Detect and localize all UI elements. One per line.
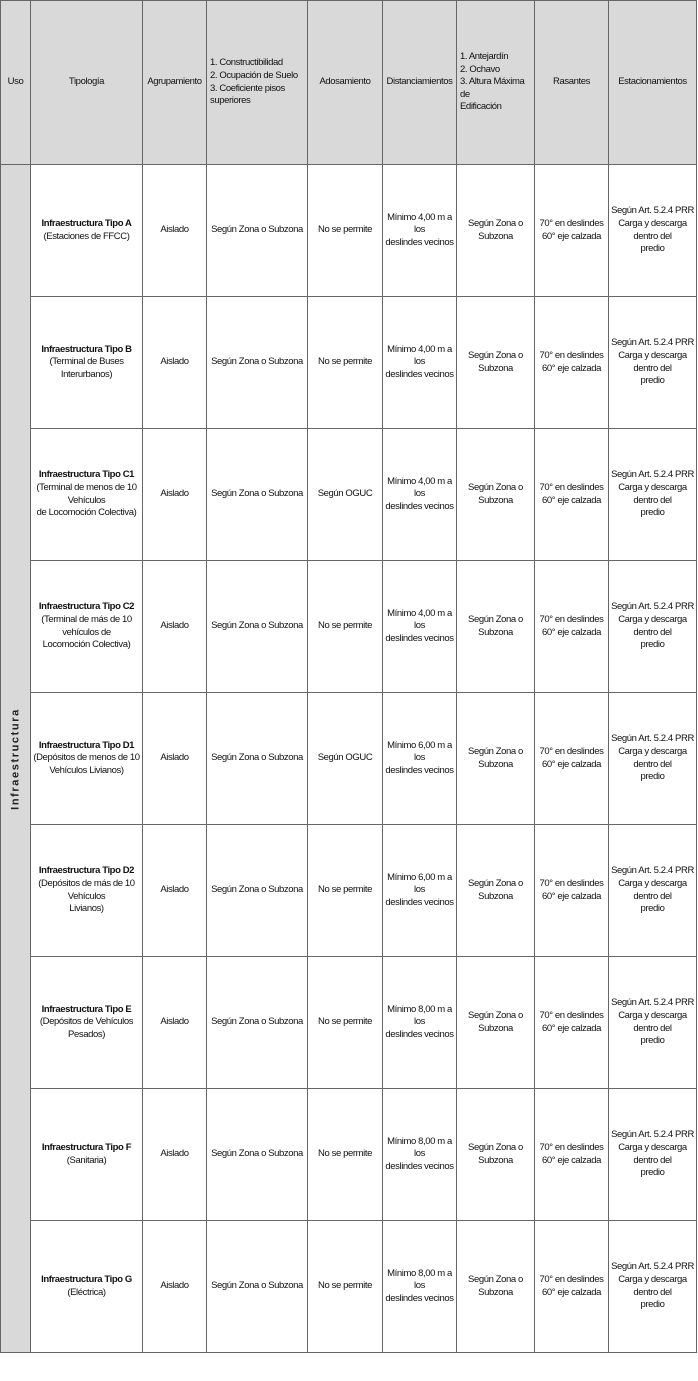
tipologia-cell <box>31 825 143 957</box>
tipologia-cell <box>31 561 143 693</box>
agrupamiento-cell: Aislado <box>143 297 207 429</box>
table-row <box>1 561 697 693</box>
adosamiento-cell: No se permite <box>308 1089 383 1221</box>
estacionamientos-line: Según Art. 5.2.4 PRR <box>611 205 694 217</box>
antejardin-cell: Según Zona o Subzona <box>457 825 535 957</box>
header-agrupamiento: Agrupamiento <box>143 1 207 165</box>
adosamiento-cell: No se permite <box>308 1221 383 1353</box>
estacionamientos-line: predio <box>640 1035 665 1047</box>
antejardin-cell: Según Zona o Subzona <box>457 957 535 1089</box>
distanciamientos-line: deslindes vecinos <box>385 1028 454 1040</box>
header-rasantes: Rasantes <box>535 1 609 165</box>
distanciamientos-line: Mínimo 8,00 m a los <box>387 1267 452 1292</box>
distanciamientos-line: Mínimo 4,00 m a los <box>387 343 452 368</box>
constructibilidad-cell: Según Zona o Subzona <box>207 957 308 1089</box>
estacionamientos-line: Carga y descarga dentro del <box>618 1009 687 1034</box>
distanciamientos-line: deslindes vecinos <box>385 1292 454 1304</box>
rasantes-cell <box>535 561 609 693</box>
rasantes-cell <box>535 957 609 1089</box>
estacionamientos-line: Según Art. 5.2.4 PRR <box>611 1129 694 1141</box>
antejardin-cell: Según Zona o Subzona <box>457 561 535 693</box>
distanciamientos-line: deslindes vecinos <box>385 764 454 776</box>
uso-label: Infraestructura <box>9 707 22 810</box>
estacionamientos-cell <box>609 165 697 297</box>
rasantes-cell <box>535 297 609 429</box>
tipologia-name: Infraestructura Tipo C2 <box>38 601 135 613</box>
estacionamientos-line: Según Art. 5.2.4 PRR <box>611 733 694 745</box>
constructibilidad-cell: Según Zona o Subzona <box>207 825 308 957</box>
distanciamientos-line: Mínimo 4,00 m a los <box>387 475 452 500</box>
estacionamientos-cell <box>609 561 697 693</box>
rasantes-line: 70° en deslindes <box>539 481 604 493</box>
header-constructibilidad-line: 1. Constructibilidad <box>210 57 283 69</box>
tipologia-desc: de Locomoción Colectiva) <box>36 507 137 519</box>
distanciamientos-cell <box>383 693 457 825</box>
header-constructibilidad <box>207 1 308 165</box>
distanciamientos-cell <box>383 561 457 693</box>
header-row <box>1 1 697 165</box>
rasantes-line: 60° eje calzada <box>541 626 602 638</box>
estacionamientos-line: predio <box>640 243 665 255</box>
estacionamientos-line: Según Art. 5.2.4 PRR <box>611 337 694 349</box>
tipologia-name: Infraestructura Tipo D2 <box>38 865 135 877</box>
header-adosamiento: Adosamiento <box>308 1 383 165</box>
tipologia-desc: Locomoción Colectiva) <box>42 639 131 651</box>
distanciamientos-cell <box>383 165 457 297</box>
estacionamientos-line: predio <box>640 1299 665 1311</box>
tipologia-desc: Livianos) <box>69 903 104 915</box>
agrupamiento-cell: Aislado <box>143 561 207 693</box>
estacionamientos-line: Carga y descarga dentro del <box>618 481 687 506</box>
estacionamientos-line: Según Art. 5.2.4 PRR <box>611 601 694 613</box>
adosamiento-cell: No se permite <box>308 957 383 1089</box>
tipologia-name: Infraestructura Tipo F <box>41 1141 132 1153</box>
tipologia-desc: (Estaciones de FFCC) <box>43 230 130 242</box>
adosamiento-cell: Según OGUC <box>308 693 383 825</box>
tipologia-desc: (Terminal de menos de 10 Vehículos <box>36 481 137 506</box>
distanciamientos-cell <box>383 1089 457 1221</box>
antejardin-cell: Según Zona o Subzona <box>457 429 535 561</box>
table-row <box>1 825 697 957</box>
constructibilidad-cell: Según Zona o Subzona <box>207 165 308 297</box>
tipologia-desc: (Depósitos de más de 10 Vehículos <box>38 877 135 902</box>
table-row <box>1 957 697 1089</box>
rasantes-line: 60° eje calzada <box>541 494 602 506</box>
adosamiento-cell: No se permite <box>308 297 383 429</box>
tipologia-desc: Vehículos Livianos) <box>49 764 124 776</box>
tipologia-name: Infraestructura Tipo E <box>41 1003 132 1015</box>
tipologia-desc: (Depósitos de menos de 10 <box>33 752 140 764</box>
agrupamiento-cell: Aislado <box>143 1221 207 1353</box>
rasantes-line: 60° eje calzada <box>541 230 602 242</box>
rasantes-cell <box>535 1089 609 1221</box>
rasantes-line: 70° en deslindes <box>539 1273 604 1285</box>
table-row <box>1 165 697 297</box>
header-constructibilidad-line: superiores <box>210 95 251 107</box>
estacionamientos-line: predio <box>640 903 665 915</box>
rasantes-line: 60° eje calzada <box>541 1022 602 1034</box>
tipologia-cell <box>31 1221 143 1353</box>
estacionamientos-cell <box>609 429 697 561</box>
tipologia-cell <box>31 1089 143 1221</box>
tipologia-name: Infraestructura Tipo B <box>41 343 132 355</box>
estacionamientos-line: Según Art. 5.2.4 PRR <box>611 469 694 481</box>
distanciamientos-line: Mínimo 4,00 m a los <box>387 211 452 236</box>
rasantes-line: 60° eje calzada <box>541 1286 602 1298</box>
constructibilidad-cell: Según Zona o Subzona <box>207 429 308 561</box>
estacionamientos-line: Carga y descarga dentro del <box>618 877 687 902</box>
table-row <box>1 297 697 429</box>
header-distanciamientos: Distanciamientos <box>383 1 457 165</box>
estacionamientos-line: predio <box>640 507 665 519</box>
tipologia-name: Infraestructura Tipo A <box>41 217 132 229</box>
antejardin-cell: Según Zona o Subzona <box>457 297 535 429</box>
estacionamientos-line: Según Art. 5.2.4 PRR <box>611 1261 694 1273</box>
tipologia-desc: (Depósitos de Vehículos Pesados) <box>39 1016 134 1040</box>
distanciamientos-line: Mínimo 8,00 m a los <box>387 1003 452 1028</box>
rasantes-line: 60° eje calzada <box>541 890 602 902</box>
rasantes-line: 70° en deslindes <box>539 217 604 229</box>
constructibilidad-cell: Según Zona o Subzona <box>207 297 308 429</box>
tipologia-name: Infraestructura Tipo D1 <box>38 739 135 751</box>
tipologia-desc: (Terminal de Buses Interurbanos) <box>49 356 124 380</box>
agrupamiento-cell: Aislado <box>143 1089 207 1221</box>
rasantes-cell <box>535 1221 609 1353</box>
distanciamientos-line: Mínimo 4,00 m a los <box>387 607 452 632</box>
rasantes-line: 60° eje calzada <box>541 362 602 374</box>
adosamiento-cell: No se permite <box>308 561 383 693</box>
distanciamientos-cell <box>383 297 457 429</box>
tipologia-cell <box>31 165 143 297</box>
header-antejardin-line: 3. Altura Máxima de <box>460 76 525 100</box>
estacionamientos-line: Carga y descarga dentro del <box>618 349 687 374</box>
antejardin-cell: Según Zona o Subzona <box>457 165 535 297</box>
distanciamientos-line: Mínimo 6,00 m a los <box>387 739 452 764</box>
header-uso: Uso <box>1 1 31 165</box>
constructibilidad-cell: Según Zona o Subzona <box>207 1221 308 1353</box>
rasantes-line: 70° en deslindes <box>539 613 604 625</box>
distanciamientos-line: deslindes vecinos <box>385 500 454 512</box>
estacionamientos-line: Carga y descarga dentro del <box>618 745 687 770</box>
estacionamientos-cell <box>609 825 697 957</box>
estacionamientos-cell <box>609 1089 697 1221</box>
rasantes-cell <box>535 825 609 957</box>
rasantes-line: 70° en deslindes <box>539 877 604 889</box>
tipologia-desc: (Eléctrica) <box>67 1286 106 1298</box>
tipologia-cell <box>31 693 143 825</box>
agrupamiento-cell: Aislado <box>143 429 207 561</box>
estacionamientos-line: predio <box>640 771 665 783</box>
estacionamientos-line: predio <box>640 639 665 651</box>
rasantes-line: 70° en deslindes <box>539 349 604 361</box>
estacionamientos-cell <box>609 957 697 1089</box>
header-tipologia: Tipología <box>31 1 143 165</box>
header-antejardin-line: 1. Antejardín <box>460 51 509 63</box>
estacionamientos-cell <box>609 693 697 825</box>
tipologia-cell <box>31 297 143 429</box>
rasantes-line: 60° eje calzada <box>541 758 602 770</box>
antejardin-cell: Según Zona o Subzona <box>457 1221 535 1353</box>
distanciamientos-line: Mínimo 6,00 m a los <box>387 871 452 896</box>
table-row <box>1 1221 697 1353</box>
table-row <box>1 1089 697 1221</box>
estacionamientos-line: predio <box>640 375 665 387</box>
rasantes-cell <box>535 429 609 561</box>
header-antejardin-line: 2. Ochavo <box>460 63 500 75</box>
table-row <box>1 429 697 561</box>
distanciamientos-line: deslindes vecinos <box>385 236 454 248</box>
antejardin-cell: Según Zona o Subzona <box>457 1089 535 1221</box>
distanciamientos-line: deslindes vecinos <box>385 896 454 908</box>
distanciamientos-line: deslindes vecinos <box>385 632 454 644</box>
estacionamientos-line: Según Art. 5.2.4 PRR <box>611 997 694 1009</box>
rasantes-cell <box>535 165 609 297</box>
adosamiento-cell: No se permite <box>308 825 383 957</box>
header-antejardin-line: Edificación <box>460 101 502 113</box>
agrupamiento-cell: Aislado <box>143 957 207 1089</box>
estacionamientos-line: Carga y descarga dentro del <box>618 613 687 638</box>
distanciamientos-cell <box>383 1221 457 1353</box>
estacionamientos-cell <box>609 297 697 429</box>
rasantes-cell <box>535 693 609 825</box>
estacionamientos-line: Carga y descarga dentro del <box>618 1141 687 1166</box>
distanciamientos-line: deslindes vecinos <box>385 368 454 380</box>
rasantes-line: 70° en deslindes <box>539 1009 604 1021</box>
uso-cell <box>1 165 31 1353</box>
header-constructibilidad-line: 3. Coeficiente pisos <box>210 82 285 94</box>
estacionamientos-line: Carga y descarga dentro del <box>618 217 687 242</box>
agrupamiento-cell: Aislado <box>143 825 207 957</box>
tipologia-name: Infraestructura Tipo G <box>41 1273 132 1285</box>
constructibilidad-cell: Según Zona o Subzona <box>207 1089 308 1221</box>
rasantes-line: 70° en deslindes <box>539 1141 604 1153</box>
tipologia-name: Infraestructura Tipo C1 <box>38 469 135 481</box>
rasantes-line: 70° en deslindes <box>539 745 604 757</box>
tipologia-desc: (Terminal de más de 10 vehículos de <box>41 613 132 638</box>
constructibilidad-cell: Según Zona o Subzona <box>207 561 308 693</box>
distanciamientos-cell <box>383 825 457 957</box>
estacionamientos-line: predio <box>640 1167 665 1179</box>
estacionamientos-line: Según Art. 5.2.4 PRR <box>611 865 694 877</box>
antejardin-cell: Según Zona o Subzona <box>457 693 535 825</box>
distanciamientos-cell <box>383 429 457 561</box>
agrupamiento-cell: Aislado <box>143 693 207 825</box>
tipologia-desc: (Sanitaria) <box>66 1154 107 1166</box>
constructibilidad-cell: Según Zona o Subzona <box>207 693 308 825</box>
table-row <box>1 693 697 825</box>
estacionamientos-cell <box>609 1221 697 1353</box>
header-antejardin <box>457 1 535 165</box>
distanciamientos-line: Mínimo 8,00 m a los <box>387 1135 452 1160</box>
agrupamiento-cell: Aislado <box>143 165 207 297</box>
rasantes-line: 60° eje calzada <box>541 1154 602 1166</box>
adosamiento-cell: Según OGUC <box>308 429 383 561</box>
distanciamientos-cell <box>383 957 457 1089</box>
tipologia-cell <box>31 957 143 1089</box>
estacionamientos-line: Carga y descarga dentro del <box>618 1273 687 1298</box>
adosamiento-cell: No se permite <box>308 165 383 297</box>
tipologia-cell <box>31 429 143 561</box>
header-estacionamientos: Estacionamientos <box>609 1 697 165</box>
distanciamientos-line: deslindes vecinos <box>385 1160 454 1172</box>
header-constructibilidad-line: 2. Ocupación de Suelo <box>210 69 298 81</box>
